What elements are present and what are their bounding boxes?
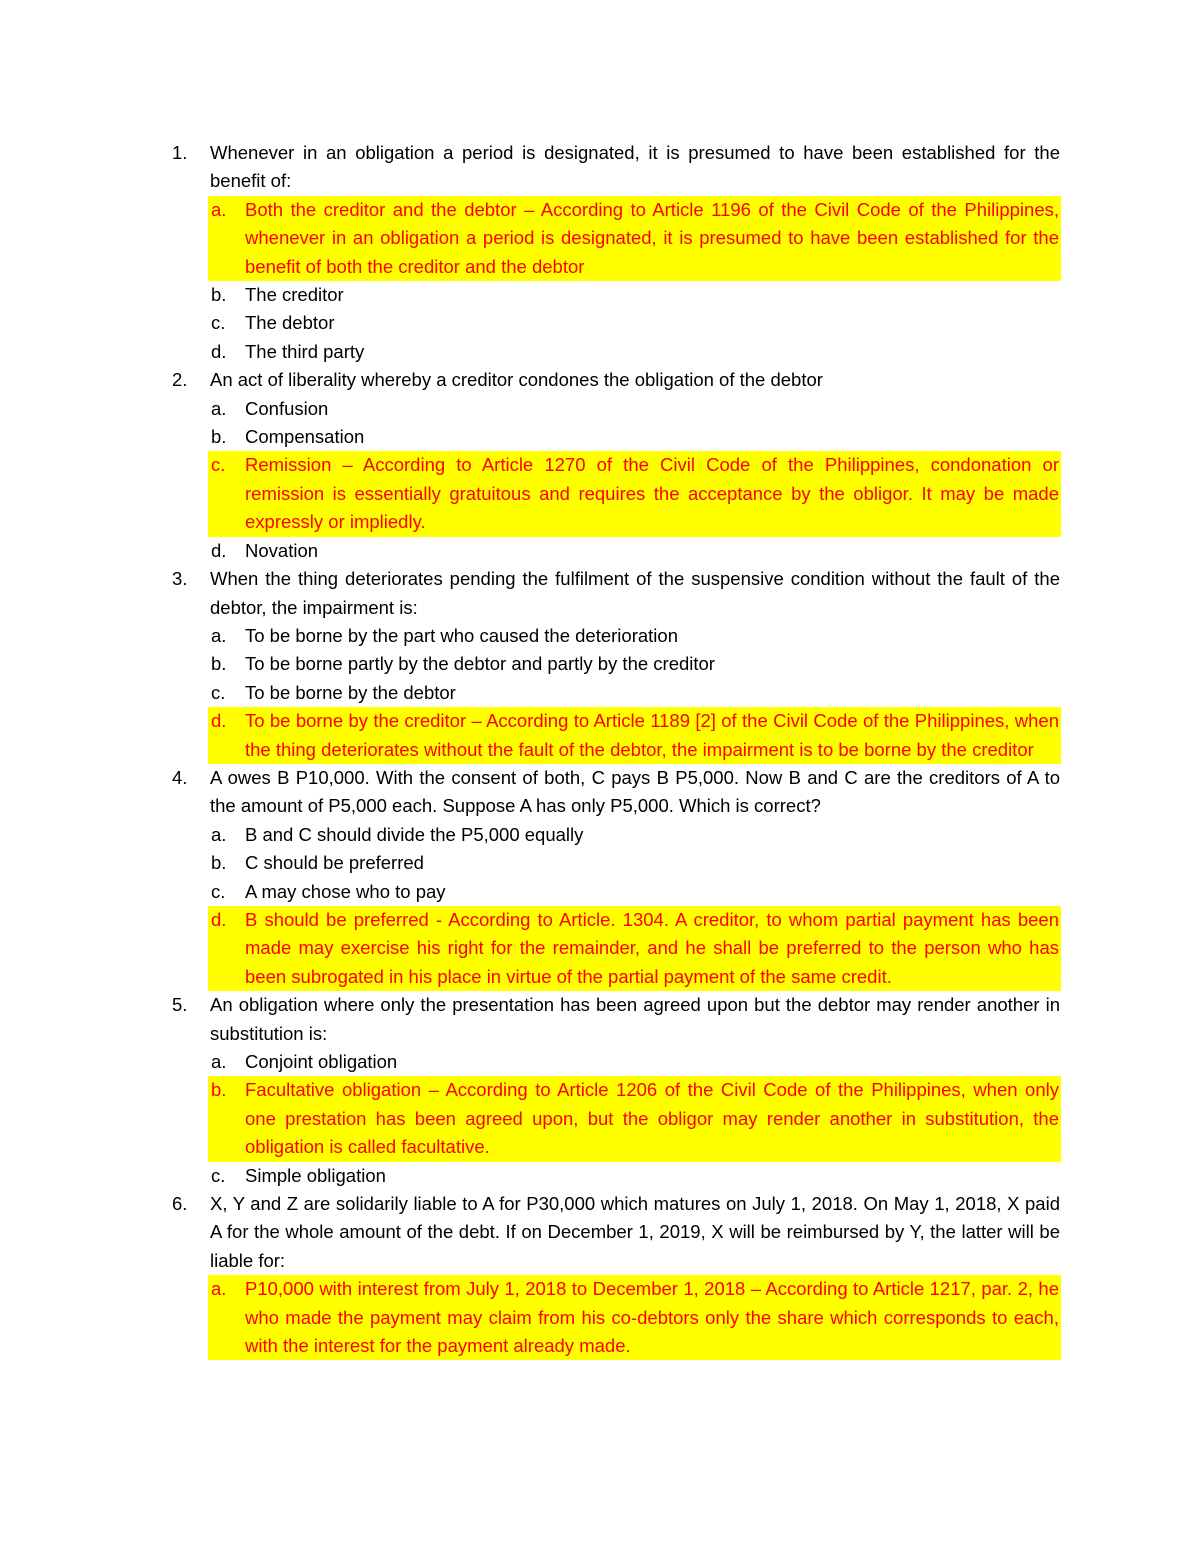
question-text: An obligation where only the presentation has been agreed upon but the debtor may render another in substitution is:	[210, 994, 1060, 1044]
answer-option-correct	[208, 906, 1061, 991]
answer-option	[208, 395, 1061, 423]
answer-option	[208, 650, 1061, 678]
option-letter: c.	[211, 880, 226, 902]
option-text: Confusion	[245, 397, 329, 419]
answer-option	[208, 338, 1061, 366]
option-letter: d.	[211, 908, 227, 930]
answer-option-correct	[208, 707, 1061, 764]
answer-option	[208, 537, 1061, 565]
answer-option-correct	[208, 1076, 1061, 1161]
answer-option	[208, 1048, 1061, 1076]
question-4	[0, 764, 1200, 821]
question-text: X, Y and Z are solidarily liable to A for P30,000 which matures on July 1, 2018. On May 1, 2018, X paid A for the whole amount of the debt. If on December 1, 2019, X will be reimbursed by Y, the latter will be liable for:	[210, 1193, 1060, 1271]
option-text: C should be preferred	[245, 852, 424, 874]
option-text: B and C should divide the P5,000 equally	[245, 823, 584, 845]
option-text: The third party	[245, 340, 365, 362]
option-text: Novation	[245, 539, 319, 561]
question-text: Whenever in an obligation a period is designated, it is presumed to have been established for the benefit of:	[210, 142, 1060, 192]
answer-option	[208, 821, 1061, 849]
option-text: The debtor	[245, 312, 335, 334]
question-number: 6.	[172, 1193, 188, 1215]
option-text: A may chose who to pay	[245, 880, 446, 902]
question-text: A owes B P10,000. With the consent of both, C pays B P5,000. Now B and C are the creditors of A to the amount of P5,000 each. Suppose A has only P5,000. Which is correct?	[210, 766, 1060, 817]
question-number: 4.	[172, 766, 188, 788]
option-text: The creditor	[245, 284, 344, 306]
answer-option	[208, 309, 1061, 337]
option-letter: b.	[211, 426, 227, 448]
question-list	[0, 139, 1200, 1360]
option-letter: a.	[211, 823, 227, 845]
option-text: To be borne by the part who caused the deterioration	[245, 624, 678, 646]
question-number: 5.	[172, 994, 188, 1016]
question-number: 3.	[172, 568, 188, 590]
option-letter: a.	[211, 397, 227, 419]
option-text: To be borne by the creditor – According to Article 1189 [2] of the Civil Code of the Philippines, when the thing deteriorates without the fault of the debtor, the impairment is to be borne by the creditor	[245, 710, 1059, 760]
option-text: To be borne partly by the debtor and partly by the creditor	[245, 653, 715, 675]
option-letter: a.	[211, 624, 227, 646]
option-text: Simple obligation	[245, 1164, 386, 1186]
option-letter: a.	[211, 1278, 227, 1300]
answer-option	[208, 679, 1061, 707]
option-text: P10,000 with interest from July 1, 2018 to December 1, 2018 – According to Article 1217, par. 2, he who made the payment may claim from his co-debtors only the share which corresponds to each, with the interest for the payment already made.	[245, 1278, 1059, 1357]
question-1	[0, 139, 1200, 196]
option-letter: b.	[211, 1079, 227, 1101]
option-text: Both the creditor and the debtor – According to Article 1196 of the Civil Code of the Philippines, whenever in an obligation a period is designated, it is presumed to have been established for the benefit of both the creditor and the debtor	[245, 198, 1059, 277]
answer-option	[208, 878, 1061, 906]
answer-option	[208, 849, 1061, 877]
option-letter: b.	[211, 653, 227, 675]
answer-option-correct	[208, 451, 1061, 536]
option-text: Remission – According to Article 1270 of the Civil Code of the Philippines, condonation or remission is essentially gratuitous and requires the acceptance by the obligor. It may be made expressly or impliedly.	[245, 454, 1059, 533]
answer-option	[208, 622, 1061, 650]
answer-option-correct	[208, 1275, 1061, 1360]
option-letter: d.	[211, 539, 227, 561]
option-letter: c.	[211, 681, 226, 703]
question-5	[0, 991, 1200, 1048]
option-text: Facultative obligation – According to Article 1206 of the Civil Code of the Philippines, when only one prestation has been agreed upon, but the obligor may render another in substitution, the obligation is called facultative.	[245, 1079, 1059, 1158]
option-letter: c.	[211, 312, 226, 334]
answer-option	[208, 1162, 1061, 1190]
question-number: 2.	[172, 369, 188, 391]
question-text: An act of liberality whereby a creditor condones the obligation of the debtor	[210, 369, 823, 391]
answer-option-correct	[208, 196, 1061, 281]
option-letter: b.	[211, 284, 227, 306]
option-text: B should be preferred - According to Article. 1304. A creditor, to whom partial payment has been made may exercise his right for the remainder, and he shall be preferred to the person who has been subrogated in his place in virtue of the partial payment of the same credit.	[245, 908, 1059, 987]
option-letter: a.	[211, 198, 227, 220]
option-letter: a.	[211, 1051, 227, 1072]
question-3	[0, 565, 1200, 622]
option-letter: b.	[211, 852, 227, 874]
question-6	[0, 1190, 1200, 1275]
question-text: When the thing deteriorates pending the fulfilment of the suspensive condition without the fault of the debtor, the impairment is:	[210, 568, 1060, 618]
answer-option	[208, 423, 1061, 451]
option-letter: d.	[211, 710, 227, 732]
question-number: 1.	[172, 142, 188, 163]
question-2	[0, 366, 1200, 394]
option-letter: c.	[211, 454, 226, 476]
option-text: Conjoint obligation	[245, 1051, 398, 1072]
option-text: To be borne by the debtor	[245, 681, 456, 703]
option-text: Compensation	[245, 426, 365, 448]
option-letter: c.	[211, 1164, 226, 1186]
option-letter: d.	[211, 340, 227, 362]
answer-option	[208, 281, 1061, 309]
